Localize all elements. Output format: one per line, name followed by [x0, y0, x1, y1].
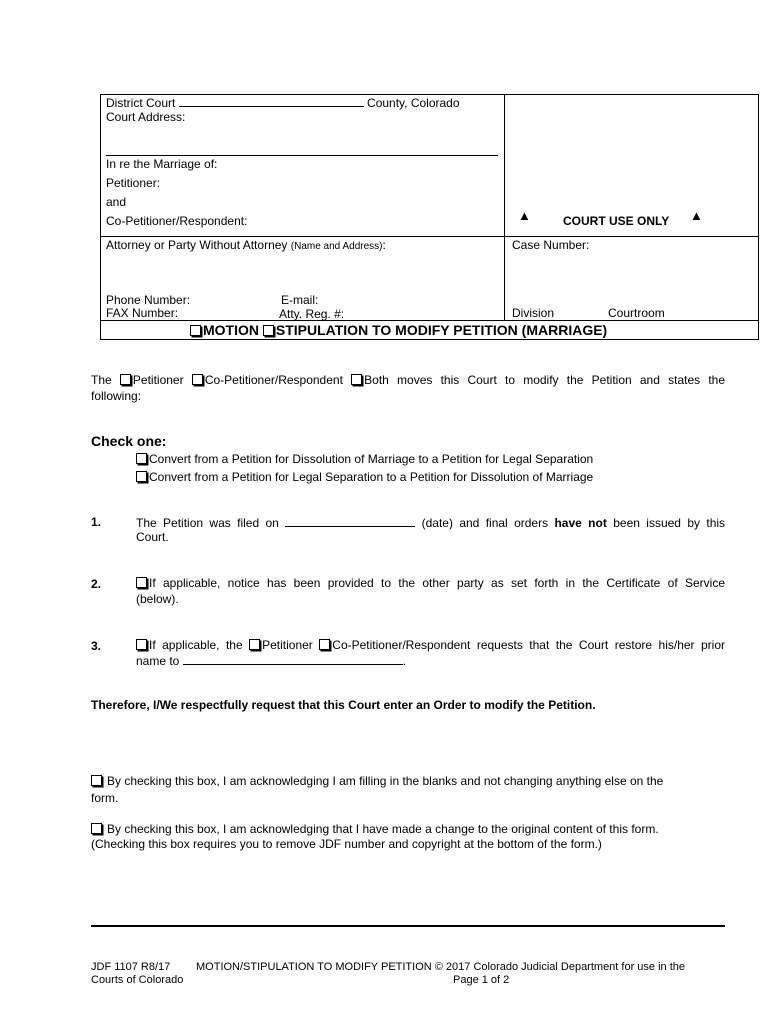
item-3-period: . [402, 654, 407, 668]
item-3-line-2 [136, 653, 406, 668]
form-title [190, 322, 607, 338]
title-motion: MOTION [203, 322, 259, 338]
item-1-text-d: Court. [136, 530, 169, 544]
district-court-label: District Court [106, 96, 176, 110]
item-3-petitioner: Petitioner [262, 638, 313, 652]
ack-1-checkbox[interactable] [91, 775, 102, 786]
triangle-right-icon: ▲ [690, 208, 703, 223]
footer-courts: Courts of Colorado [91, 974, 184, 986]
item-1-text-c: been issued by this [613, 516, 726, 530]
item-2-checkbox[interactable] [136, 577, 147, 588]
footer-form-id: JDF 1107 R8/17 [91, 961, 171, 973]
intro-co-petitioner: Co-Petitioner/Respondent [204, 373, 343, 387]
item-2-text-b: (below). [136, 592, 179, 606]
motion-checkbox[interactable] [190, 325, 201, 336]
item-3-text-a: If applicable, the [149, 638, 243, 652]
item-3-text-c: name to [136, 654, 180, 668]
footer-form-desc: MOTION/STIPULATION TO MODIFY PETITION © 2017 Colorado Judicial Department for use in the [196, 961, 686, 973]
co-petitioner-label: Co-Petitioner/Respondent: [106, 214, 248, 228]
option-1-checkbox[interactable] [136, 453, 147, 464]
intro-petitioner-checkbox[interactable] [120, 374, 131, 385]
attorney-sub-label: (Name and Address) [290, 241, 383, 252]
filed-date-blank[interactable] [285, 515, 415, 527]
item-1-text-a: The Petition was filed on [136, 516, 279, 530]
item-1-number: 1. [91, 515, 102, 529]
item-2-text-a: If applicable, notice has been provided to the other party as set forth in the Certificate of Service [149, 576, 725, 590]
intro-petitioner: Petitioner [132, 373, 184, 387]
item-1-text-b: (date) and final orders [421, 516, 549, 530]
item-1-line-1 [136, 515, 725, 530]
petitioner-label: Petitioner: [106, 176, 161, 190]
ack-2-line-1 [91, 822, 659, 836]
ack-2-checkbox[interactable] [91, 823, 102, 834]
item-3-checkbox[interactable] [136, 639, 147, 650]
atty-reg-label: Atty. Reg. #: [279, 307, 345, 321]
check-one-option-1 [136, 452, 593, 466]
court-use-only-label: COURT USE ONLY [563, 214, 670, 228]
intro-both-line: Both moves this Court to modify the Petition and states the [364, 373, 726, 387]
therefore-statement: Therefore, I/We respectfully request that this Court enter an Order to modify the Petition. [91, 698, 596, 712]
item-3-line-1 [136, 638, 725, 652]
option-2-checkbox[interactable] [136, 471, 147, 482]
caption-vertical-divider [504, 94, 505, 320]
in-re-label: In re the Marriage of: [106, 157, 218, 171]
and-label: and [106, 195, 127, 209]
item-3-text-b: Co-Petitioner/Respondent requests that the Court restore his/her prior [332, 638, 725, 652]
ack-2-text-a: By checking this box, I am acknowledging that I have made a change to the original content of this form. [107, 822, 659, 836]
ack-1-text-b: form. [91, 791, 119, 805]
item-2-number: 2. [91, 577, 102, 591]
prior-name-blank[interactable] [183, 653, 403, 665]
fax-label: FAX Number: [106, 306, 179, 320]
intro-line-1 [91, 373, 725, 387]
ack-1-text-a: By checking this box, I am acknowledging I am filling in the blanks and not changing anything else on the [107, 774, 664, 788]
intro-following: following: [91, 389, 142, 403]
stipulation-checkbox[interactable] [263, 325, 274, 336]
courtroom-label: Courtroom [608, 306, 665, 320]
intro-co-petitioner-checkbox[interactable] [192, 374, 203, 385]
footer-rule [91, 925, 725, 927]
option-1-label: Convert from a Petition for Dissolution of Marriage to a Petition for Legal Separation [149, 452, 594, 466]
caption-title-divider [100, 320, 759, 321]
county-blank[interactable] [179, 95, 364, 107]
item-1-have-not: have not [554, 516, 607, 530]
intro-both-checkbox[interactable] [351, 374, 362, 385]
item-2-line-1 [136, 576, 725, 590]
division-label: Division [512, 306, 555, 320]
check-one-heading: Check one: [91, 433, 167, 449]
triangle-left-icon: ▲ [518, 208, 531, 223]
ack-2-text-b: (Checking this box requires you to remove JDF number and copyright at the bottom of the form.) [91, 837, 602, 851]
item-3-number: 3. [91, 639, 102, 653]
county-label: County, Colorado [367, 96, 460, 110]
district-court-line [106, 95, 460, 110]
phone-label: Phone Number: [106, 293, 191, 307]
caption-row-divider [100, 236, 759, 237]
email-label: E-mail: [281, 293, 319, 307]
item-3-petitioner-checkbox[interactable] [249, 639, 260, 650]
attorney-label: Attorney or Party Without Attorney [106, 238, 288, 252]
check-one-option-2 [136, 470, 593, 484]
case-number-label: Case Number: [512, 238, 590, 252]
attorney-line [106, 238, 386, 252]
intro-the: The [91, 373, 112, 387]
attorney-colon: : [382, 238, 386, 252]
ack-1-line-1 [91, 774, 663, 788]
title-rest: STIPULATION TO MODIFY PETITION (MARRIAGE) [275, 322, 608, 338]
option-2-label: Convert from a Petition for Legal Separation to a Petition for Dissolution of Marriage [149, 470, 594, 484]
court-address-line [106, 155, 498, 156]
court-address-label: Court Address: [106, 110, 186, 124]
item-3-co-petitioner-checkbox[interactable] [319, 639, 330, 650]
footer-page: Page 1 of 2 [453, 974, 510, 986]
